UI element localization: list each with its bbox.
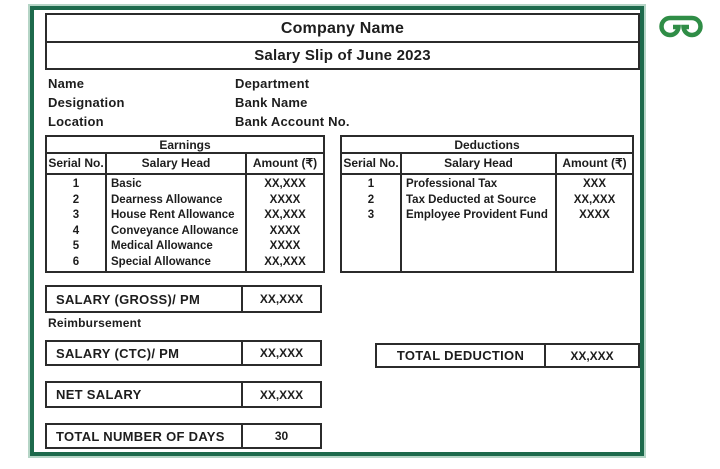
- geeksforgeeks-logo-icon: [656, 8, 706, 48]
- document-frame: [30, 6, 644, 456]
- deductions-head-cell: Employee Provident Fund: [406, 209, 548, 222]
- department-label: Department: [235, 76, 310, 91]
- total-deduction-value: XX,XXX: [570, 348, 614, 363]
- deductions-amount-cell: XX,XXX: [573, 193, 616, 206]
- earnings-serial-cell: 4: [72, 224, 80, 237]
- salary-gross-label: SALARY (GROSS)/ PM: [47, 287, 243, 311]
- deductions-table-body: [342, 175, 632, 271]
- earnings-serial-cell: 2: [72, 193, 80, 206]
- deductions-amount-cell: XXX: [582, 178, 606, 190]
- deductions-col-serial: Serial No.: [342, 154, 402, 173]
- deductions-table-title: Deductions: [342, 137, 632, 154]
- total-deduction-label: TOTAL DEDUCTION: [377, 345, 546, 366]
- total-deduction-box: [375, 343, 640, 368]
- deductions-col-salary-head: Salary Head: [402, 154, 557, 173]
- earnings-col-salary-head: Salary Head: [107, 154, 247, 173]
- earnings-column-headers: [47, 154, 323, 175]
- location-label: Location: [48, 114, 104, 129]
- earnings-serial-cell: 5: [72, 240, 80, 253]
- earnings-amount-cell: XX,XXX: [264, 255, 306, 268]
- earnings-table-body: [47, 175, 323, 271]
- bank-account-label: Bank Account No.: [235, 114, 350, 129]
- earnings-amount-column: [247, 175, 323, 271]
- earnings-col-amount: Amount (₹): [252, 156, 318, 170]
- earnings-amount-cell: XXXX: [269, 240, 301, 253]
- earnings-head-cell: Conveyance Allowance: [111, 224, 239, 237]
- deductions-head-column: [402, 175, 557, 271]
- earnings-table: [45, 135, 325, 273]
- earnings-head-cell: Dearness Allowance: [111, 193, 223, 206]
- deductions-table: [340, 135, 634, 273]
- earnings-amount-cell: XX,XXX: [264, 209, 306, 222]
- net-salary-value: XX,XXX: [259, 387, 304, 402]
- deductions-amount-cell: XXXX: [579, 209, 610, 222]
- deductions-head-cell: Tax Deducted at Source: [406, 193, 537, 206]
- designation-label: Designation: [48, 95, 125, 110]
- earnings-amount-cell: XXXX: [269, 224, 301, 237]
- earnings-head-cell: Medical Allowance: [111, 240, 213, 253]
- earnings-head-cell: House Rent Allowance: [111, 209, 235, 222]
- deductions-serial-cell: 1: [367, 178, 375, 190]
- earnings-head-cell: Basic: [111, 178, 142, 190]
- deductions-serial-cell: 3: [367, 209, 375, 222]
- deductions-head-cell: Professional Tax: [406, 178, 498, 190]
- salary-slip-title: Salary Slip of June 2023: [254, 47, 431, 64]
- total-days-label: TOTAL NUMBER OF DAYS: [47, 425, 243, 447]
- deductions-col-amount: Amount (₹): [562, 156, 627, 170]
- deductions-serial-column: [342, 175, 402, 271]
- deductions-amount-column: [557, 175, 632, 271]
- deductions-serial-cell: 2: [367, 193, 375, 206]
- salary-gross-value: XX,XXX: [259, 292, 304, 306]
- earnings-head-column: [107, 175, 247, 271]
- employee-info-block: [48, 74, 350, 131]
- earnings-head-cell: Special Allowance: [111, 255, 211, 268]
- bank-name-label: Bank Name: [235, 95, 308, 110]
- earnings-serial-cell: 6: [72, 255, 80, 268]
- earnings-serial-column: [47, 175, 107, 271]
- earnings-serial-cell: 1: [72, 178, 80, 190]
- earnings-serial-cell: 3: [72, 209, 80, 222]
- earnings-amount-cell: XX,XXX: [264, 178, 306, 190]
- reimbursement-label: Reimbursement: [48, 316, 142, 330]
- total-days-value: 30: [274, 429, 289, 443]
- earnings-col-serial: Serial No.: [47, 154, 107, 173]
- company-name-title: Company Name: [47, 15, 638, 43]
- earnings-amount-cell: XXXX: [269, 193, 301, 206]
- name-label: Name: [48, 76, 85, 91]
- salary-ctc-value: XX,XXX: [259, 346, 304, 360]
- salary-ctc-label: SALARY (CTC)/ PM: [47, 342, 243, 364]
- deductions-column-headers: [342, 154, 632, 175]
- salary-ctc-box: [45, 340, 322, 366]
- earnings-table-title: Earnings: [47, 137, 323, 154]
- header-box: [45, 13, 640, 70]
- net-salary-label: NET SALARY: [47, 383, 243, 406]
- net-salary-box: [45, 381, 322, 408]
- salary-gross-box: [45, 285, 322, 313]
- total-days-box: [45, 423, 322, 449]
